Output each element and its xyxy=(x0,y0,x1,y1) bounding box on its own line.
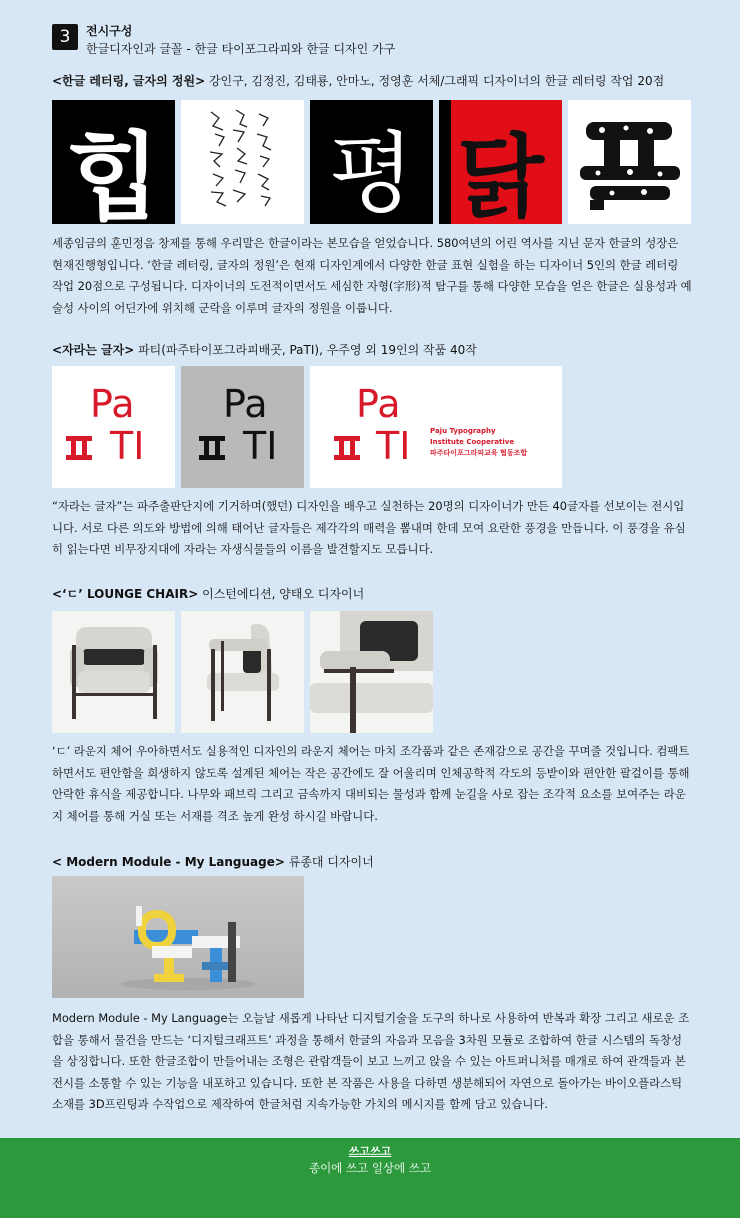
pati-pa-text-3: Pa xyxy=(356,382,401,426)
pati-ti-text-2: TI xyxy=(243,424,278,468)
lounge-chair-title xyxy=(52,585,364,602)
growing-letters-title-bold: <자라는 글자> xyxy=(52,343,135,357)
pati-pa-text-2: Pa xyxy=(223,382,268,426)
lettering-image-1 xyxy=(52,100,175,224)
pati-caption-line2: Institute Cooperative xyxy=(430,438,515,446)
modern-module-title-bold: < Modern Module - My Language> xyxy=(52,855,285,869)
pati-logo-image-1 xyxy=(52,366,175,488)
growing-letters-description: “자라는 글자”는 파주출판단지에 기거하며(했던) 디자인을 배우고 실천하는 20명의 디자이너가 만든 40글자를 선보이는 전시입니다. 서로 다른 의도와 방법에 의해 태어난 글자들은 제각각의 매력을 뽐내며 한데 모여 요란한 풍경을 만듭니다. 이 풍경을 유심히 읽는다면 비무장지대에 자라는 자생식물들의 이름을 발견할지도 모릅니다. xyxy=(52,499,686,556)
lounge-chair-title-bold: <‘ㄷ’ LOUNGE CHAIR> xyxy=(52,587,199,601)
pi-jamo-icon-3 xyxy=(334,436,360,460)
lounge-chair-description: ‘ㄷ’ 라운지 체어 우아하면서도 실용적인 디자인의 라운지 체어는 마치 조각품과 같은 존재감으로 공간을 꾸며줄 것입니다. 컴팩트 하면서도 편안함을 희생하지 않도록 설계된 체어는 작은 공간에도 잘 어울리며 인체공학적 각도의 등받이와 편안한 팔걸이를 통해 안락한 휴식을 제공합니다. 나무와 패브릭 그리고 금속까지 대비되는 물성과 함께 눈길을 사로 잡는 조각적 요소를 보여주는 라운지 체어를 통해 거실 또는 서재를 격조 높게 완성 하시길 바랍니다. xyxy=(52,744,690,823)
pati-logo-image-2 xyxy=(181,366,304,488)
chair-image-front xyxy=(52,611,175,733)
section-heading: 전시구성 xyxy=(86,24,133,38)
section-subheading: 한글디자인과 글꼴 - 한글 타이포그라피와 한글 디자인 가구 xyxy=(86,42,396,56)
modern-module-title-rest: 류종대 디자이너 xyxy=(284,855,374,869)
pati-caption xyxy=(430,426,527,459)
lettering-image-5 xyxy=(568,100,691,224)
growing-letters-title-rest: 파티(파주타이포그라피배곳, PaTI), 우주영 외 19인의 작품 40작 xyxy=(134,343,477,357)
pi-jamo-icon xyxy=(66,436,92,460)
lounge-chair-title-rest: 이스턴에디션, 양태오 디자이너 xyxy=(198,587,365,601)
lettering-glyph-1: 힙 xyxy=(67,122,160,224)
pati-gallery xyxy=(52,366,562,488)
chair-gallery xyxy=(52,611,433,733)
lettering-title xyxy=(52,72,664,89)
lettering-image-2 xyxy=(181,100,304,224)
lettering-glyph-2: 평 xyxy=(328,122,414,224)
pi-jamo-icon-2 xyxy=(199,436,225,460)
pati-pa-text: Pa xyxy=(90,382,135,426)
modern-module-description: Modern Module - My Language는 오늘날 새롭게 나타난 디지털기술을 도구의 하나로 사용하여 반복과 확장 그리고 새로운 조합을 통해서 물건을 만드는 ‘디지털크래프트’ 과정을 통해서 한글의 자음과 모음을 3차원 모듈로 조합하여 한글 시스템의 독창성을 상징합니다. 또한 한글조합이 만들어내는 조형은 관람객들이 보고 느끼고 앉을 수 있는 아트퍼니처를 매개로 하여 관객들과 본 전시를 소통할 수 있는 기능을 내포하고 있습니다. 또한 본 작품은 사용을 다하면 생분해되어 자연으로 돌아가는 바이오플라스틱소재를 3D프린팅과 수작업으로 제작하여 한글처럼 지속가능한 가치의 메시지를 함께 담고 있습니다. xyxy=(52,1011,690,1111)
modern-module-title xyxy=(52,853,374,870)
lettering-title-rest: 강인구, 김정진, 김태룡, 안마노, 정영훈 서체/그래픽 디자이너의 한글 레터링 작업 20점 xyxy=(205,74,665,88)
footer-link[interactable]: 쓰고쓰고 xyxy=(348,1145,392,1158)
lettering-title-bold: <한글 레터링, 글자의 정원> xyxy=(52,74,206,88)
pati-ti-text-3: TI xyxy=(376,424,411,468)
pati-logo-image-3 xyxy=(310,366,562,488)
chair-image-detail xyxy=(310,611,433,733)
lettering-description: 세종임금의 훈민정음 창제를 통해 우리말은 한글이라는 본모습을 얻었습니다. 580여년의 어린 역사를 지닌 문자 한글의 성장은 현재진행형입니다. ‘한글 레터링, 글자의 정원’은 현재 디자인계에서 다양한 한글 표현 실험을 하는 디자이너 5인의 한글 레터링 작업 20점으로 구성됩니다. 디자이너의 도전적이면서도 세심한 자형(字形)적 탐구를 통해 다양한 모습을 얻은 한글은 실용성과 예술성 사이의 어딘가에 위치해 군락을 이루며 글자의 정원을 이룹니다. xyxy=(52,236,692,315)
chair-image-side xyxy=(181,611,304,733)
chair-side-icon xyxy=(181,611,304,733)
lettering-glyph-3: 닭 xyxy=(457,125,544,224)
pati-caption-line3: 파주타이포그라피교육 협동조합 xyxy=(430,449,528,457)
chair-front-icon xyxy=(52,611,175,733)
pati-caption-line1: Paju Typography xyxy=(430,427,496,435)
footer-banner xyxy=(0,1138,740,1218)
lettering-image-3 xyxy=(310,100,433,224)
patterned-glyph-icon xyxy=(568,100,691,224)
lettering-image-4 xyxy=(439,100,562,224)
chair-detail-icon xyxy=(310,611,433,733)
growing-letters-title xyxy=(52,341,477,358)
lettering-gallery xyxy=(52,100,691,224)
modular-sculpture-icon xyxy=(52,876,304,998)
module-gallery xyxy=(52,876,304,998)
section-number-badge: 3 xyxy=(52,24,78,50)
pati-ti-text: TI xyxy=(110,424,145,468)
module-image xyxy=(52,876,304,998)
calligraphy-art-icon xyxy=(181,100,304,224)
footer-subtitle: 종이에 쓰고 일상에 쓰고 xyxy=(308,1161,432,1175)
